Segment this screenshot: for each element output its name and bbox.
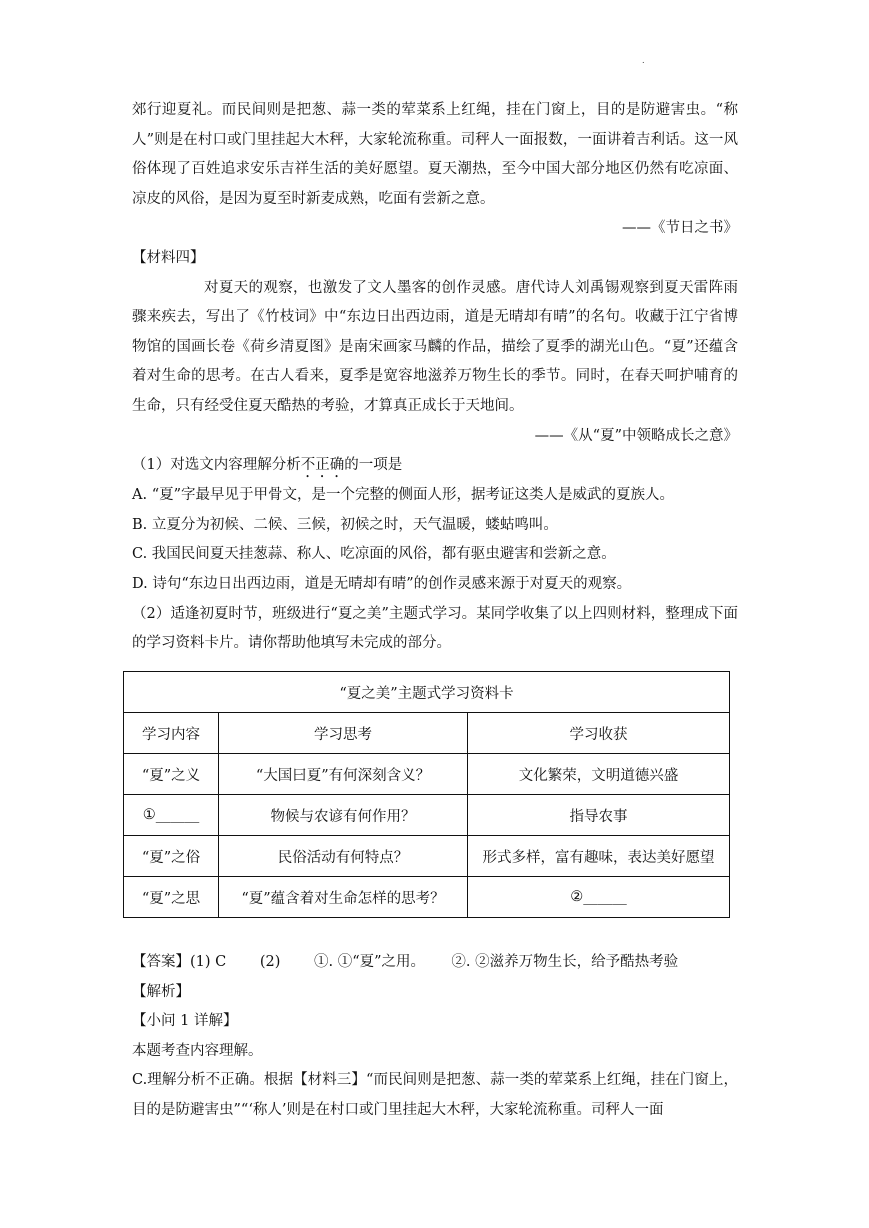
table-cell: 民俗活动有何特点？ — [219, 836, 468, 877]
table-cell-blank-2: ②______ — [468, 877, 730, 918]
table-cell-blank-1: ①______ — [124, 795, 219, 836]
table-row — [124, 795, 730, 836]
table-cell: 物候与农谚有何作用？ — [219, 795, 468, 836]
table-cell: “大国曰夏”有何深刻含义？ — [219, 754, 468, 795]
analysis-line-1: 本题考查内容理解。 — [132, 1042, 263, 1059]
table-row — [124, 836, 730, 877]
question-2-stem: （2）适逢初夏时节，班级进行“夏之美”主题式学习。某同学收集了以上四则材料，整理成下面的学习资料卡片。请你帮助他填写未完成的部分。 — [132, 605, 738, 652]
sub-question-heading: 【小问 1 详解】 — [132, 1013, 238, 1030]
option-c: C. 我国民间夏天挂葱蒜、称人、吃凉面的风俗，都有驱虫避害和尝新之意。 — [132, 546, 616, 563]
answer-line: 【答案】(1) C (2) ①. ①“夏”之用。 ②. ②滋养万物生长，给予酷热考验 — [132, 954, 679, 970]
question-1-stem — [132, 451, 738, 481]
card-header-thinking: 学习思考 — [219, 713, 468, 754]
q1-stem-pre: （1）对选文内容理解分析 — [132, 457, 301, 474]
table-cell: “夏”之义 — [124, 754, 219, 795]
material-block — [132, 96, 738, 659]
table-cell: “夏”之思 — [124, 877, 219, 918]
answer-block — [132, 948, 738, 1126]
table-row — [124, 877, 730, 918]
q1-stem-post: 的一项是 — [344, 457, 403, 474]
material4-heading: 【材料四】 — [132, 249, 205, 266]
material4-source: ——《从“夏”中领略成长之意》 — [534, 427, 738, 444]
table-cell: 形式多样，富有趣味，表达美好愿望 — [468, 836, 730, 877]
study-card-table — [123, 671, 730, 918]
analysis-heading: 【解析】 — [132, 983, 190, 1000]
q1-stem-emphasis: 不正确 — [300, 457, 345, 474]
card-header-gain: 学习收获 — [468, 713, 730, 754]
table-cell: “夏”蕴含着对生命怎样的思考？ — [219, 877, 468, 918]
material3-source: ——《节日之书》 — [622, 220, 738, 237]
card-header-content: 学习内容 — [124, 713, 219, 754]
table-cell: 指导农事 — [468, 795, 730, 836]
table-row — [124, 754, 730, 795]
header-mark: . — [642, 56, 645, 65]
table-cell: “夏”之俗 — [124, 836, 219, 877]
option-b: B. 立夏分为初候、二候、三候，初候之时，天气温暖，蝼蛄鸣叫。 — [132, 516, 558, 533]
material4-text: 对夏天的观察，也激发了文人墨客的创作灵感。唐代诗人刘禹锡观察到夏天雷阵雨骤来疾去，写出了《竹枝词》中“东边日出西边雨，道是无晴却有晴”的名句。收藏于江宁省博物馆的国画长卷《荷乡清夏图》是南宋画家马麟的作品，描绘了夏季的湖光山色。“夏”还蕴含着对生命的思考。在古人看来，夏季是宽容地滋养万物生长的季节。同时，在春天呵护哺育的生命，只有经受住夏天酷热的考验，才算真正成长于天地间。 — [132, 279, 738, 414]
table-cell: 文化繁荣，文明道德兴盛 — [468, 754, 730, 795]
analysis-line-2: C.理解分析不正确。根据【材料三】“而民间则是把葱、蒜一类的荤菜系上红绳，挂在门窗上，目的是防避害虫”“‘称人’则是在村口或门里挂起大木秤，大家轮流称重。司秤人一面 — [132, 1072, 738, 1118]
card-title: “夏之美”主题式学习资料卡 — [124, 672, 730, 713]
option-d: D. 诗句“东边日出西边雨，道是无晴却有晴”的创作灵感来源于对夏天的观察。 — [132, 575, 632, 592]
option-a: A. “夏”字最早见于甲骨文，是一个完整的侧面人形，据考证这类人是威武的夏族人。 — [132, 487, 675, 504]
material3-text: 郊行迎夏礼。而民间则是把葱、蒜一类的荤菜系上红绳，挂在门窗上，目的是防避害虫。“称人”则是在村口或门里挂起大木秤，大家轮流称重。司秤人一面报数，一面讲着吉利话。这一风俗体现了百姓追求安乐吉祥生活的美好愿望。夏天潮热，至今中国大部分地区仍然有吃凉面、凉皮的风俗，是因为夏至时新麦成熟，吃面有尝新之意。 — [132, 102, 738, 207]
